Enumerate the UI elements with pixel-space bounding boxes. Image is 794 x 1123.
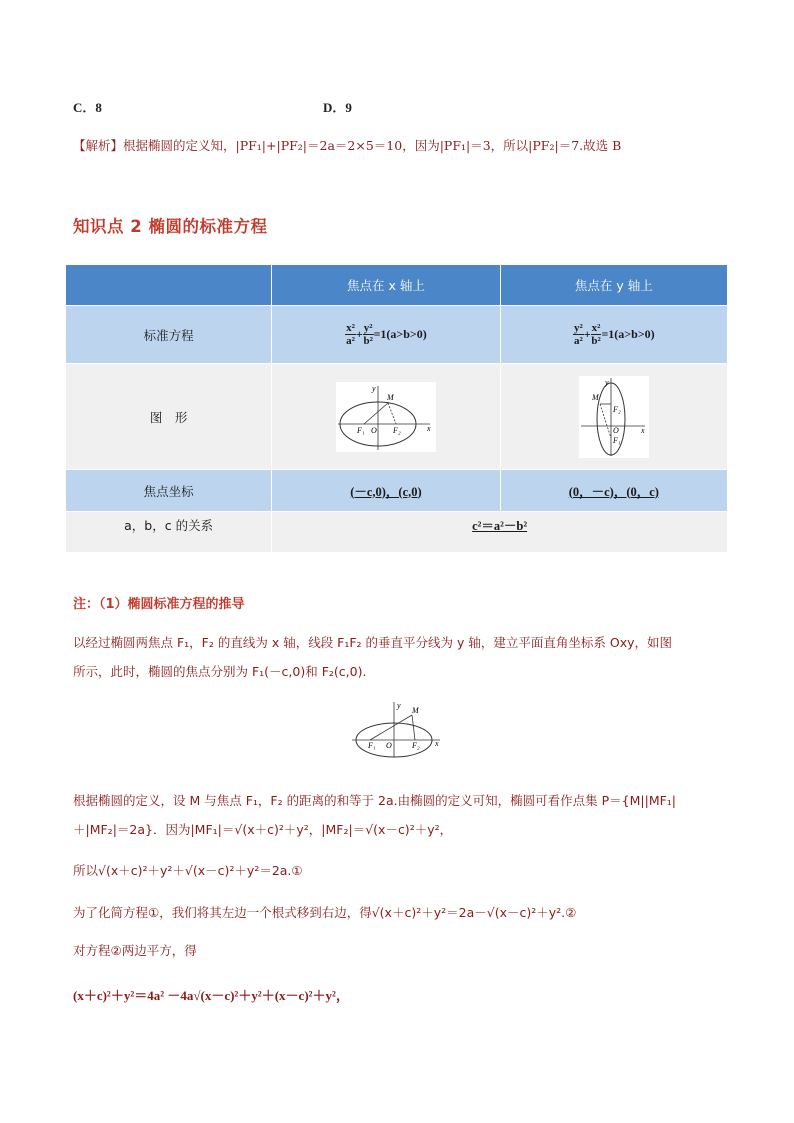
svg-text:M: M — [386, 392, 394, 402]
svg-text:y: y — [604, 377, 609, 387]
ellipse-derivation-figure — [352, 700, 444, 758]
para1-line2: 所示，此时，椭圆的焦点分别为 F₁(－c,0)和 F₂(c,0). — [73, 664, 367, 679]
svg-text:F₂: F₂ — [412, 741, 420, 750]
option-c: C．8 — [73, 100, 102, 115]
option-d: D．9 — [323, 100, 352, 115]
foci-x-axis: (－c,0)，(c,0) — [272, 470, 500, 512]
equation-y-axis: $\frac{\text{y²}}{\text{a²}}$ + $\frac{\text{x²}}{\text{b²}}$ =1(a>b>0) — [500, 306, 727, 364]
table-row-foci — [66, 470, 728, 512]
svg-text:M: M — [412, 706, 419, 715]
svg-text:O: O — [370, 425, 377, 435]
svg-text:M: M — [591, 392, 599, 402]
section-heading: 知识点 2 椭圆的标准方程 — [73, 217, 268, 236]
svg-text:x: x — [640, 425, 645, 435]
table-row-figure — [66, 364, 728, 470]
svg-text:O: O — [612, 425, 619, 435]
label-standard-equation: 标准方程 — [66, 306, 272, 364]
svg-text:F₂: F₂ — [392, 425, 401, 435]
svg-text:x: x — [426, 423, 431, 433]
svg-text:F₁: F₁ — [356, 425, 365, 435]
table-row-relation — [66, 512, 728, 553]
table-row-equation — [66, 306, 728, 364]
label-relation: a，b，c 的关系 — [66, 512, 272, 553]
horizontal-ellipse-figure — [336, 382, 436, 452]
para2-line2: ＋|MF₂|＝2a}．因为|MF₁|＝√(x＋c)²＋y²，|MF₂|＝√(x－c)²＋y²， — [73, 822, 453, 837]
line-result: (x＋c)²＋y²＝4a² －4a√(x－c)²＋y²＋(x－c)²＋y²， — [73, 988, 349, 1003]
para1-line1: 以经过椭圆两焦点 F₁，F₂ 的直线为 x 轴，线段 F₁F₂ 的垂直平分线为 y 轴，建立平面直角坐标系 Oxy，如图 — [73, 635, 672, 650]
figure-y-axis-cell — [500, 364, 727, 470]
svg-text:O: O — [386, 741, 392, 750]
equation-x-axis: $\frac{\text{x²}}{\text{a²}}$ + $\frac{\text{y²}}{\text{b²}}$ =1(a>b>0) — [272, 306, 500, 364]
svg-text:x: x — [435, 739, 439, 748]
label-figure: 图 形 — [66, 364, 272, 470]
svg-text:F₂: F₂ — [612, 404, 621, 414]
svg-text:y: y — [397, 701, 401, 710]
line-so: 所以√(x＋c)²＋y²＋√(x－c)²＋y²＝2a.① — [73, 863, 303, 878]
foci-y-axis: (0，－c)，(0，c) — [500, 470, 727, 512]
svg-text:F₁: F₁ — [368, 741, 376, 750]
line-square: 对方程②两边平方，得 — [73, 943, 197, 958]
svg-text:y: y — [371, 383, 376, 393]
analysis-text: 【解析】根据椭圆的定义知，|PF₁|+|PF₂|＝2a＝2×5＝10，因为|PF₁|＝3，所以|PF₂|＝7.故选 B — [73, 138, 622, 153]
line-simplify: 为了化简方程①，我们将其左边一个根式移到右边，得√(x＋c)²＋y²＝2a－√(x－c)²＋y².② — [73, 905, 577, 920]
label-foci: 焦点坐标 — [66, 470, 272, 512]
header-x-axis: 焦点在 x 轴上 — [272, 265, 500, 306]
standard-equation-table — [65, 264, 728, 553]
note-title: 注：（1）椭圆标准方程的推导 — [73, 597, 245, 612]
header-empty-cell — [66, 265, 272, 306]
table-header-row — [66, 265, 728, 306]
header-y-axis: 焦点在 y 轴上 — [500, 265, 727, 306]
relation-value: c²＝a²－b² — [272, 512, 728, 553]
figure-x-axis-cell — [272, 364, 500, 470]
vertical-ellipse-figure — [579, 376, 649, 458]
svg-text:F₁: F₁ — [612, 435, 621, 445]
para2-line1: 根据椭圆的定义，设 M 与焦点 F₁，F₂ 的距离的和等于 2a.由椭圆的定义可知，椭圆可看作点集 P＝{M||MF₁| — [73, 793, 677, 808]
